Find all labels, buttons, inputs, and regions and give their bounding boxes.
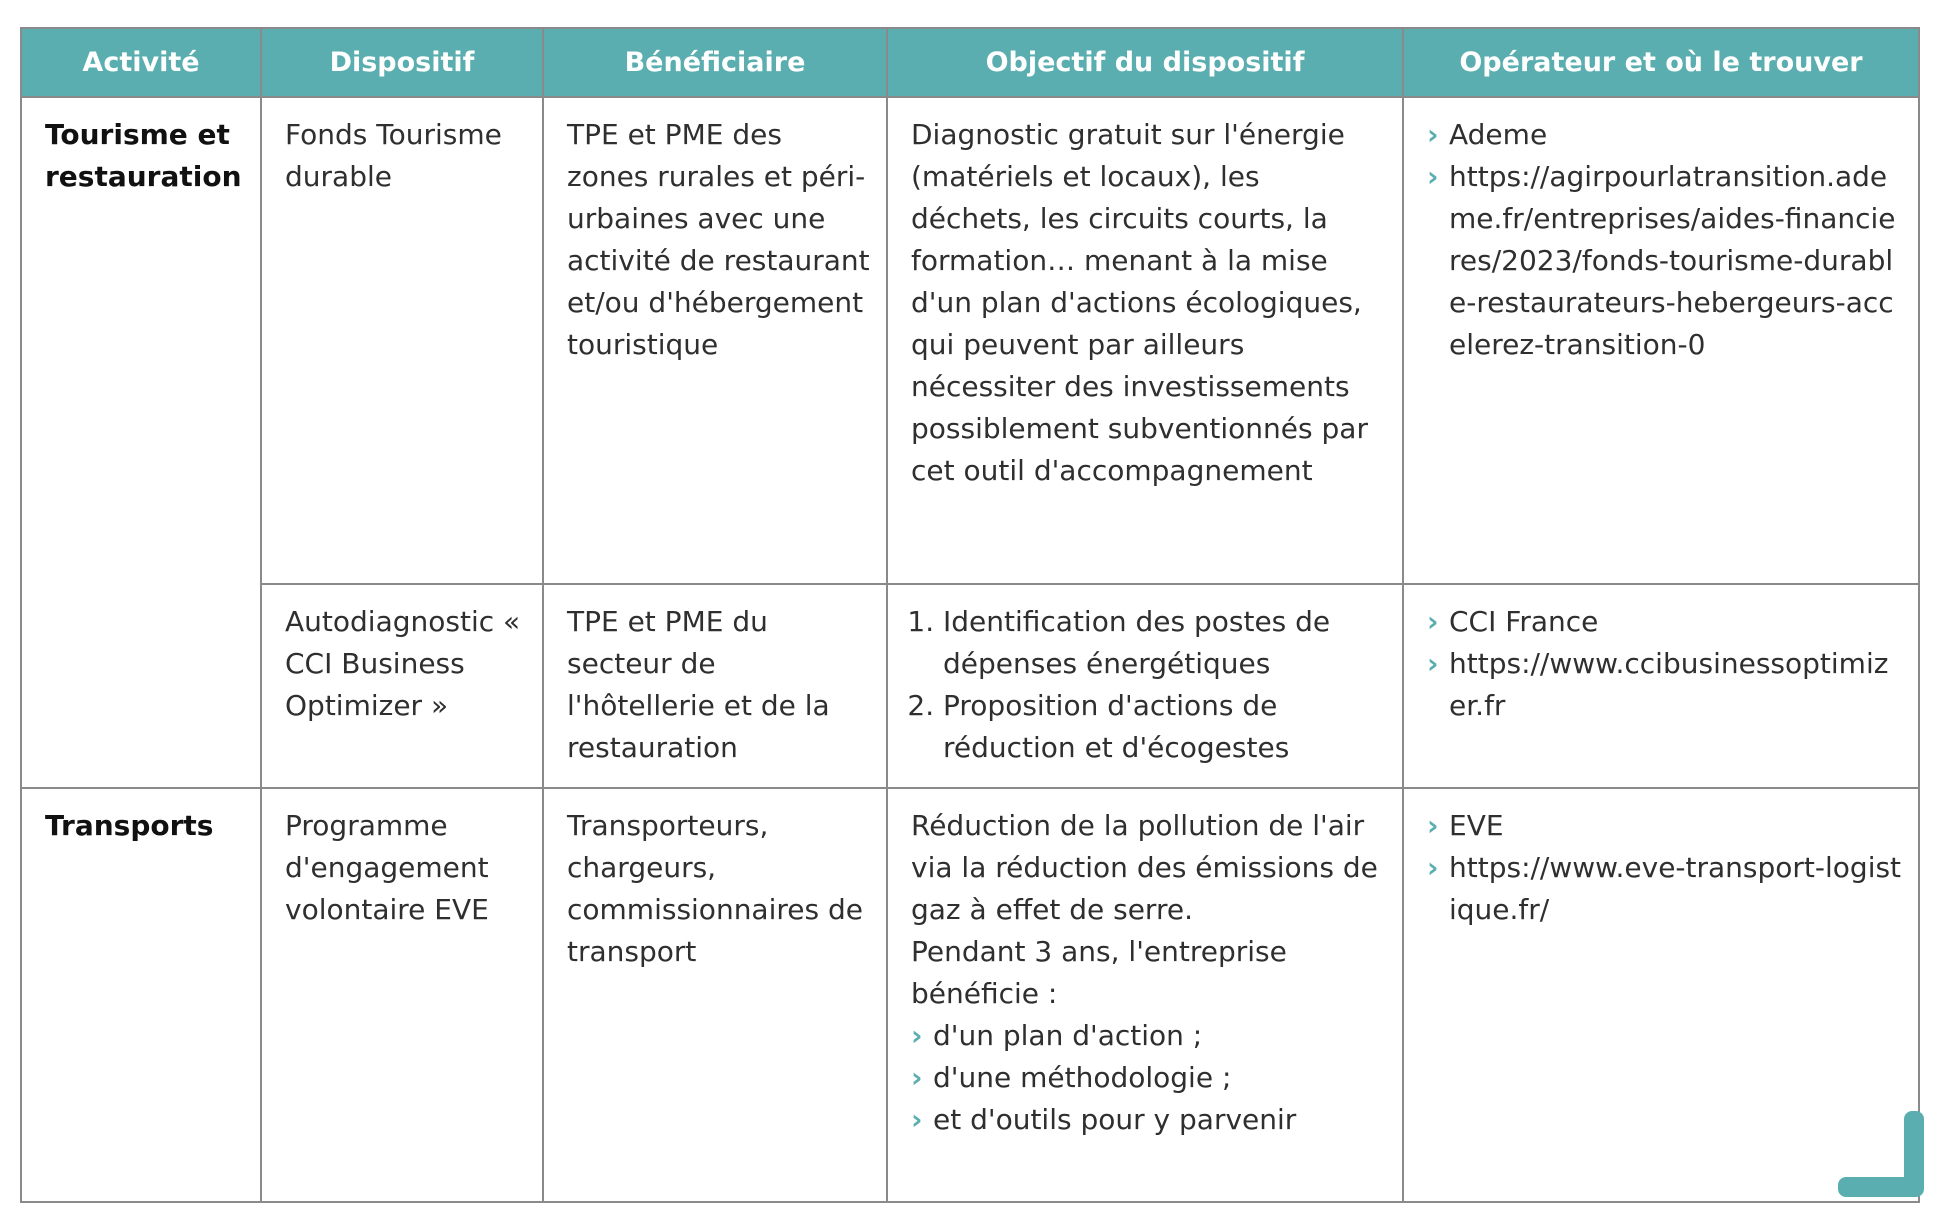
operateur-item [1427, 847, 1904, 931]
corner-decoration-icon [1832, 1105, 1928, 1201]
activity-transport: Transports [21, 788, 261, 1202]
operateur-name: Ademe [1449, 118, 1548, 151]
beneficiaire-cell [543, 97, 887, 584]
objectif-extra: Pendant 3 ans, l'entreprise bénéficie : [911, 935, 1287, 1010]
chevron-right-icon: › [1427, 647, 1439, 680]
dispositif-cell [261, 584, 543, 788]
chevron-right-icon: › [1427, 118, 1439, 151]
activity-tourism: Tourisme et restauration [21, 97, 261, 788]
header-activite: Activité [21, 28, 261, 97]
operateur-item [1427, 156, 1904, 366]
chevron-right-icon: › [911, 1103, 923, 1136]
dispositif-cell [261, 788, 543, 1202]
operateur-item [1427, 114, 1904, 156]
dispositif-cell [261, 97, 543, 584]
aid-schemes-table [20, 27, 1920, 1203]
objectif-cell [887, 584, 1403, 788]
bullet-text: et d'outils pour y parvenir [933, 1103, 1297, 1136]
objectif-bullet [911, 1099, 1388, 1141]
objectif-cell [887, 97, 1403, 584]
operateur-link[interactable]: https://agirpourlatransition.ademe.fr/entreprises/aides-financieres/2023/fonds-tourisme-durable-restaurateurs-hebergeurs-accelerez-transition-0 [1449, 160, 1896, 361]
operateur-item [1427, 601, 1904, 643]
objectif-bullet [911, 1015, 1388, 1057]
operateur-link[interactable]: https://www.eve-transport-logistique.fr/ [1449, 851, 1902, 926]
beneficiaire-cell [543, 584, 887, 788]
chevron-right-icon: › [1427, 605, 1439, 638]
objectif-steps [911, 601, 1388, 769]
bullet-text: d'une méthodologie ; [933, 1061, 1232, 1094]
operateur-link[interactable]: https://www.ccibusinessoptimizer.fr [1449, 647, 1889, 722]
objectif-text: Diagnostic gratuit sur l'énergie (matériels et locaux), les déchets, les circuits courts, la formation… menant à la mise d'un plan d'actions écologiques, qui peuvent par ailleurs nécessiter des investissements possiblement subventionnés par cet outil d'accompagnement [911, 118, 1368, 487]
operateur-name: EVE [1449, 809, 1504, 842]
dispositif-text: Fonds Tourisme durable [285, 118, 502, 193]
objectif-step: 1. Identification des postes de dépenses énergétiques [943, 601, 1388, 685]
operateur-item [1427, 805, 1904, 847]
chevron-right-icon: › [911, 1019, 923, 1052]
beneficiaire-text: TPE et PME du secteur de l'hôtellerie et de la restauration [567, 605, 830, 764]
operateur-name: CCI France [1449, 605, 1599, 638]
chevron-right-icon: › [1427, 160, 1439, 193]
operateur-cell [1403, 584, 1919, 788]
objectif-bullet [911, 1057, 1388, 1099]
table-row [21, 788, 1919, 1202]
bullet-text: d'un plan d'action ; [933, 1019, 1203, 1052]
chevron-right-icon: › [1427, 809, 1439, 842]
objectif-cell [887, 788, 1403, 1202]
table-header-row [21, 28, 1919, 97]
objectif-text: Réduction de la pollution de l'air via la réduction des émissions de gaz à effet de serre. [911, 809, 1378, 926]
dispositif-text: Autodiagnostic « CCI Business Optimizer » [285, 605, 521, 722]
operateur-cell [1403, 97, 1919, 584]
beneficiaire-text: Transporteurs, chargeurs, commissionnaires de transport [567, 809, 863, 968]
beneficiaire-text: TPE et PME des zones rurales et péri-urbaines avec une activité de restaurant et/ou d'hébergement touristique [567, 118, 870, 361]
table-row [21, 97, 1919, 584]
chevron-right-icon: › [1427, 851, 1439, 884]
table-row [21, 584, 1919, 788]
header-dispositif: Dispositif [261, 28, 543, 97]
header-beneficiaire: Bénéficiaire [543, 28, 887, 97]
operateur-item [1427, 643, 1904, 727]
beneficiaire-cell [543, 788, 887, 1202]
header-objectif: Objectif du dispositif [887, 28, 1403, 97]
objectif-step: 2. Proposition d'actions de réduction et d'écogestes [943, 685, 1388, 769]
dispositif-text: Programme d'engagement volontaire EVE [285, 809, 489, 926]
chevron-right-icon: › [911, 1061, 923, 1094]
header-operateur: Opérateur et où le trouver [1403, 28, 1919, 97]
